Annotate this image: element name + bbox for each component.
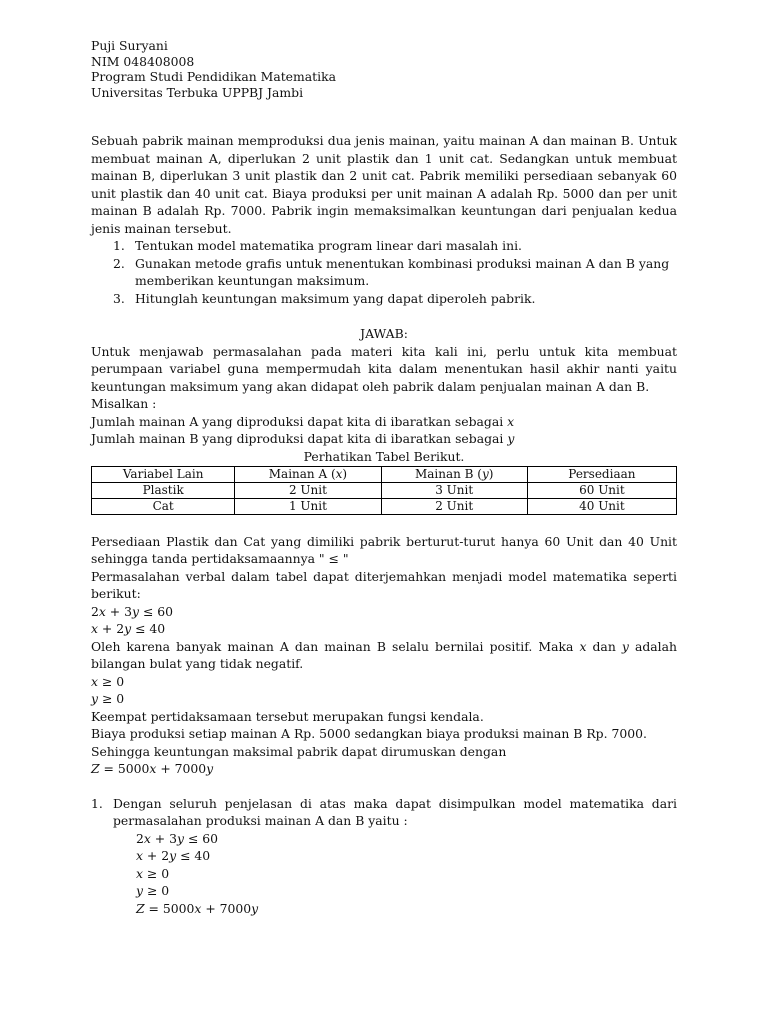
question-list <box>91 237 677 307</box>
table-cell: Cat <box>92 498 235 514</box>
table-cell: Plastik <box>92 482 235 498</box>
resource-table <box>91 466 677 515</box>
model-line: 𝑦 ≥ 0 <box>136 883 170 898</box>
table-row <box>92 498 677 514</box>
question-text: Tentukan model matematika program linear dari masalah ini. <box>135 238 522 253</box>
table-cell: 2 Unit <box>381 498 527 514</box>
question-item <box>91 237 677 255</box>
document-page <box>91 38 677 917</box>
question-number: 1. <box>113 238 125 253</box>
model-line: 2𝑥 + 3𝑦 ≤ 60 <box>136 830 219 846</box>
table-header-cell: Persediaan <box>527 466 676 482</box>
inequality-paint: 𝑥 + 2𝑦 ≤ 40 <box>91 621 166 636</box>
paragraph-persediaan: Persediaan Plastik dan Cat yang dimiliki pabrik berturut-turut hanya 60 Unit dan 40 Unit sehingga tanda pertidaksamaannya " ≤ " <box>91 533 677 566</box>
table-cell: 2 Unit <box>235 482 381 498</box>
question-item <box>91 290 677 308</box>
variable-a-text: Jumlah mainan A yang diproduksi dapat kita di ibaratkan sebagai <box>91 413 504 429</box>
variable-a-symbol: x <box>507 413 515 429</box>
paragraph-positif: Oleh karena banyak mainan A dan mainan B selalu bernilai positif. Maka 𝑥 dan 𝑦 adalah bilangan bulat yang tidak negatif. <box>91 638 677 671</box>
paragraph-sehingga: Sehingga keuntungan maksimal pabrik dapat dirumuskan dengan <box>91 743 507 759</box>
paragraph-biaya: Biaya produksi setiap mainan A Rp. 5000 sedangkan biaya produksi mainan B Rp. 7000. <box>91 726 647 741</box>
inequality-x-nonneg: 𝑥 ≥ 0 <box>91 673 125 689</box>
table-cell: 3 Unit <box>381 482 527 498</box>
question-number: 3. <box>113 290 125 306</box>
table-cell: 60 Unit <box>527 482 676 498</box>
variable-a-definition <box>91 413 677 431</box>
table-header-cell: Mainan B (𝑦) <box>381 466 527 482</box>
objective-function: 𝑍 = 5000𝑥 + 7000𝑦 <box>91 761 214 776</box>
model-line: 𝑍 = 5000𝑥 + 7000𝑦 <box>136 900 259 916</box>
table-cell: 1 Unit <box>235 498 381 514</box>
author-header <box>91 38 677 100</box>
table-header-cell: Mainan A (𝑥) <box>235 466 381 482</box>
answer-intro: Untuk menjawab permasalahan pada materi kita kali ini, perlu untuk kita membuat perumpaan variabel guna mempermudah kita dalam menentukan hasil akhir nanti yaitu keuntungan maksimum yang akan didapat oleh pabrik dalam penjualan mainan A dan B. <box>91 343 677 394</box>
variable-b-definition <box>91 430 677 448</box>
math-model <box>91 830 677 918</box>
table-header-cell: Variabel Lain <box>92 466 235 482</box>
question-text: Gunakan metode grafis untuk menentukan kombinasi produksi mainan A dan B yang memberikan keuntungan maksimum. <box>135 255 670 288</box>
university: Universitas Terbuka UPPBJ Jambi <box>91 84 304 100</box>
inequality-y-nonneg: 𝑦 ≥ 0 <box>91 691 125 706</box>
paragraph-verbal: Permasalahan verbal dalam tabel dapat diterjemahkan menjadi model matematika seperti berikut: <box>91 568 677 601</box>
table-row <box>92 482 677 498</box>
student-id: NIM 048408008 <box>91 53 195 69</box>
model-line: 𝑥 + 2𝑦 ≤ 40 <box>136 848 211 863</box>
table-caption: Perhatikan Tabel Berikut. <box>303 448 465 464</box>
author-name: Puji Suryani <box>91 38 168 53</box>
table-header-row <box>92 466 677 482</box>
inequality-plastic: 2𝑥 + 3𝑦 ≤ 60 <box>91 603 174 619</box>
answer-item-1 <box>91 795 677 918</box>
variable-b-text: Jumlah mainan B yang diproduksi dapat kita di ibaratkan sebagai <box>91 431 504 446</box>
model-line: 𝑥 ≥ 0 <box>136 865 170 881</box>
paragraph-kendala: Keempat pertidaksamaan tersebut merupakan fungsi kendala. <box>91 708 484 724</box>
answer-number: 1. <box>91 795 103 811</box>
question-text: Hitunglah keuntungan maksimum yang dapat diperoleh pabrik. <box>135 290 536 306</box>
question-number: 2. <box>113 255 125 271</box>
variable-b-symbol: y <box>507 431 515 446</box>
study-program: Program Studi Pendidikan Matematika <box>91 69 336 84</box>
table-cell: 40 Unit <box>527 498 676 514</box>
answer-text: Dengan seluruh penjelasan di atas maka dapat disimpulkan model matematika dari permasalahan produksi mainan A dan B yaitu : <box>113 795 677 828</box>
answer-heading: JAWAB: <box>360 326 408 341</box>
problem-statement: Sebuah pabrik mainan memproduksi dua jenis mainan, yaitu mainan A dan mainan B. Untuk membuat mainan A, diperlukan 2 unit plastik dan 1 unit cat. Sedangkan untuk membuat mainan B, diperlukan 3 unit plastik dan 2 unit cat. Pabrik memiliki persediaan sebanyak 60 unit plastik dan 40 unit cat. Biaya produksi per unit mainan A adalah Rp. 5000 dan per unit mainan B adalah Rp. 7000. Pabrik ingin memaksimalkan keuntungan dari penjualan kedua jenis mainan tersebut. <box>91 133 677 236</box>
misalkan-label: Misalkan : <box>91 396 157 411</box>
question-item <box>91 255 677 290</box>
